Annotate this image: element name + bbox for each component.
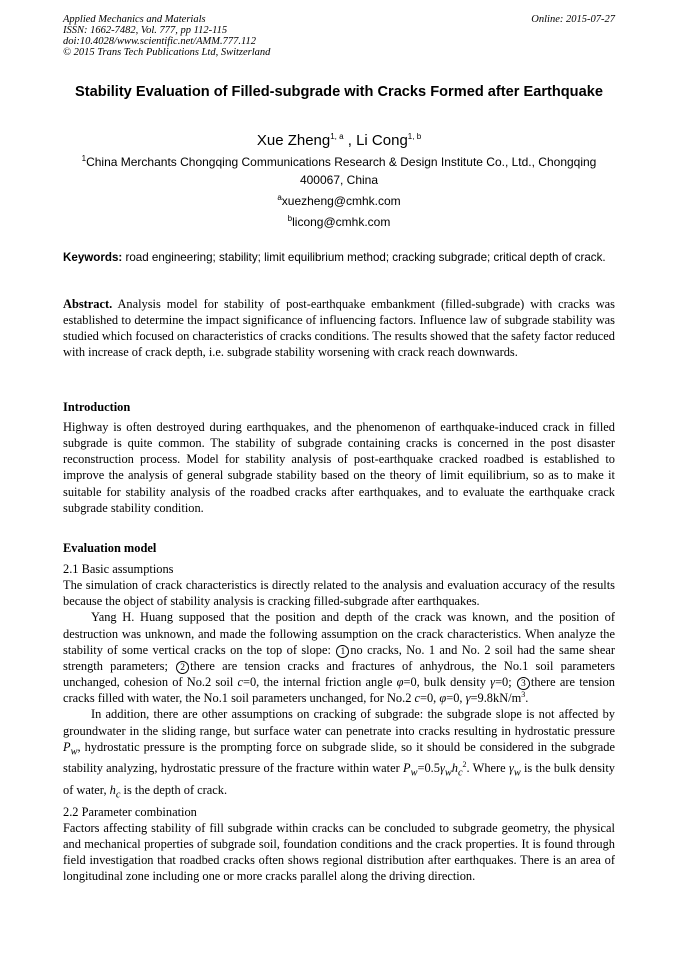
introduction-paragraph: Highway is often destroyed during earthquakes, and the phenomenon of earthquake-induced crack in filled subgrade is quite common. The stability of subgrade containing cracks is concerned in the post disaster reconstruction process. Model for stability analysis of post-earthquake cracked roadbed is established to improve the analysis of general subgrade stability based on the theory of limit equilibrium, so as to make it suitable for stability analysis of the roadbed cracks after earthquakes, and to evaluate the earthquake crack subgrade stability condition. [63, 420, 615, 515]
symbol-phi: φ [396, 675, 404, 690]
subscript-w: w [410, 767, 418, 779]
superscript: 3 [521, 690, 526, 700]
paragraph [63, 609, 615, 706]
author-line [63, 131, 615, 150]
symbol-gamma: γ [508, 761, 514, 776]
text-run: =0, the internal friction angle [243, 675, 397, 690]
text-run: =0, [446, 691, 466, 706]
email-sup: b [287, 214, 293, 223]
paragraph: The simulation of crack characteristics is directly related to the analysis and evaluation accuracy of the results because the object of stability analysis is cracking filled-subgrade after earthquakes. [63, 578, 615, 609]
symbol-gamma: γ [465, 691, 471, 706]
text-run: no cracks, No. 1 and No. 2 soil had the same shear strength parameters; [63, 642, 615, 673]
journal-header [63, 14, 270, 58]
doi-line: doi:10.4028/www.scientific.net/AMM.777.112 [63, 36, 256, 47]
paragraph: Factors affecting stability of fill subgrade within cracks can be concluded to subgrade geometry, the physical and mechanical properties of subgrade soil, foundation conditions and the crack properties. It is found through field investigation that roadbed cracks often shows regional distribution after earthquakes. There is an area of longitudinal zone including one or more cracks parallel along the driving direction. [63, 820, 615, 884]
text-run: . Where [466, 761, 509, 776]
text-run: is the depth of crack. [120, 782, 228, 797]
text-run: =9.8kN/m [470, 691, 522, 706]
author-sup: 1, b [407, 132, 422, 141]
text-run: there are tension cracks and fractures of anhydrous, the No.1 soil parameters unchanged, cohesion of No.2 soil [63, 658, 615, 690]
subscript-w: w [513, 767, 521, 779]
paper-title: Stability Evaluation of Filled-subgrade with Cracks Formed after Earthquake [75, 84, 603, 100]
email-sup: a [277, 193, 282, 202]
text-run: . [525, 691, 529, 706]
symbol-h: h [109, 782, 116, 797]
text-run: =0, bulk density [403, 675, 491, 690]
journal-name: Applied Mechanics and Materials [63, 14, 206, 25]
symbol-P: P [63, 739, 71, 754]
section-heading-introduction: Introduction [63, 400, 131, 414]
symbol-c: c [414, 691, 420, 706]
text-run: In addition, there are other assumptions on cracking of subgrade: the subgrade slope is not affected by groundwater in the sliding range, but surface water can penetrate into cracks resulting in hydrostatic pressure [63, 707, 615, 738]
keywords-text: road engineering; stability; limit equilibrium method; cracking subgrade; critical depth of crack. [122, 251, 606, 264]
subscript-w: w [70, 746, 78, 758]
symbol-gamma: γ [490, 675, 496, 690]
symbol-h: h [451, 761, 458, 776]
subscript-c: c [457, 767, 463, 779]
author-name: Li Cong [356, 132, 408, 149]
circled-number: 2 [176, 661, 189, 674]
issn-line: ISSN: 1662-7482, Vol. 777, pp 112-115 [63, 25, 228, 36]
email-line [63, 193, 615, 209]
paragraph [63, 706, 615, 803]
circled-number: 3 [517, 677, 530, 690]
abstract-label: Abstract. [63, 297, 113, 311]
evaluation-section [63, 561, 615, 884]
keywords-label: Keywords: [63, 251, 123, 264]
affiliation [63, 153, 615, 189]
subsection-heading: 2.1 Basic assumptions [63, 562, 174, 576]
circled-number: 1 [336, 645, 349, 658]
text-run: is the bulk density of water, [63, 761, 615, 797]
text-run: =0; [495, 675, 516, 690]
symbol-phi: φ [439, 691, 447, 706]
subscript-w: w [444, 767, 452, 779]
email-address: licong@cmhk.com [292, 215, 391, 229]
author-name: Xue Zheng [256, 132, 331, 149]
subscript-c: c [115, 789, 121, 801]
keywords [63, 250, 615, 266]
affiliation-text: China Merchants Chongqing Communications Research & Design Institute Co., Ltd., Chongqing 400067, China [86, 155, 597, 187]
abstract [63, 296, 615, 361]
abstract-text: Analysis model for stability of post-earthquake embankment (filled-subgrade) with cracks was established to determine the impact significance of influencing factors. Influence law of subgrade stability was studied which focused on characteristics of cracks conditions. The results showed that the safety factor reduced with increase of crack depth, i.e. subgrade stability worsening with crack reach downwards. [63, 297, 615, 360]
author-separator: , [343, 132, 357, 149]
symbol-gamma: γ [439, 761, 445, 776]
email-address: xuezheng@cmhk.com [281, 194, 401, 208]
symbol-P: P [403, 761, 411, 776]
symbol-c: c [237, 675, 243, 690]
affiliation-sup: 1 [81, 154, 87, 163]
subsection-heading: 2.2 Parameter combination [63, 804, 197, 819]
text-run: , hydrostatic pressure is the prompting force on subgrade slide, so it should be considered in the subgrade stability analyzing, hydrostatic pressure of the fracture within water [63, 739, 615, 776]
text-run: =0.5 [417, 761, 440, 776]
text-run: Yang H. Huang supposed that the position and depth of the crack was known, and the position of destruction was unknown, and made the following assumption on the crack characteristics. When analyze the stability of some vertical cracks on the top of slope: [63, 610, 615, 657]
text-run: =0, [420, 691, 440, 706]
email-line [63, 214, 615, 230]
text-run: there are tension cracks filled with water, the No.1 soil parameters unchanged, for No.2 [63, 675, 615, 706]
copyright-line: © 2015 Trans Tech Publications Ltd, Switzerland [63, 47, 271, 58]
author-sup: 1, a [330, 132, 344, 141]
section-heading-evaluation: Evaluation model [63, 541, 157, 555]
online-date: Online: 2015-07-27 [531, 14, 615, 25]
superscript: 2 [462, 760, 467, 770]
